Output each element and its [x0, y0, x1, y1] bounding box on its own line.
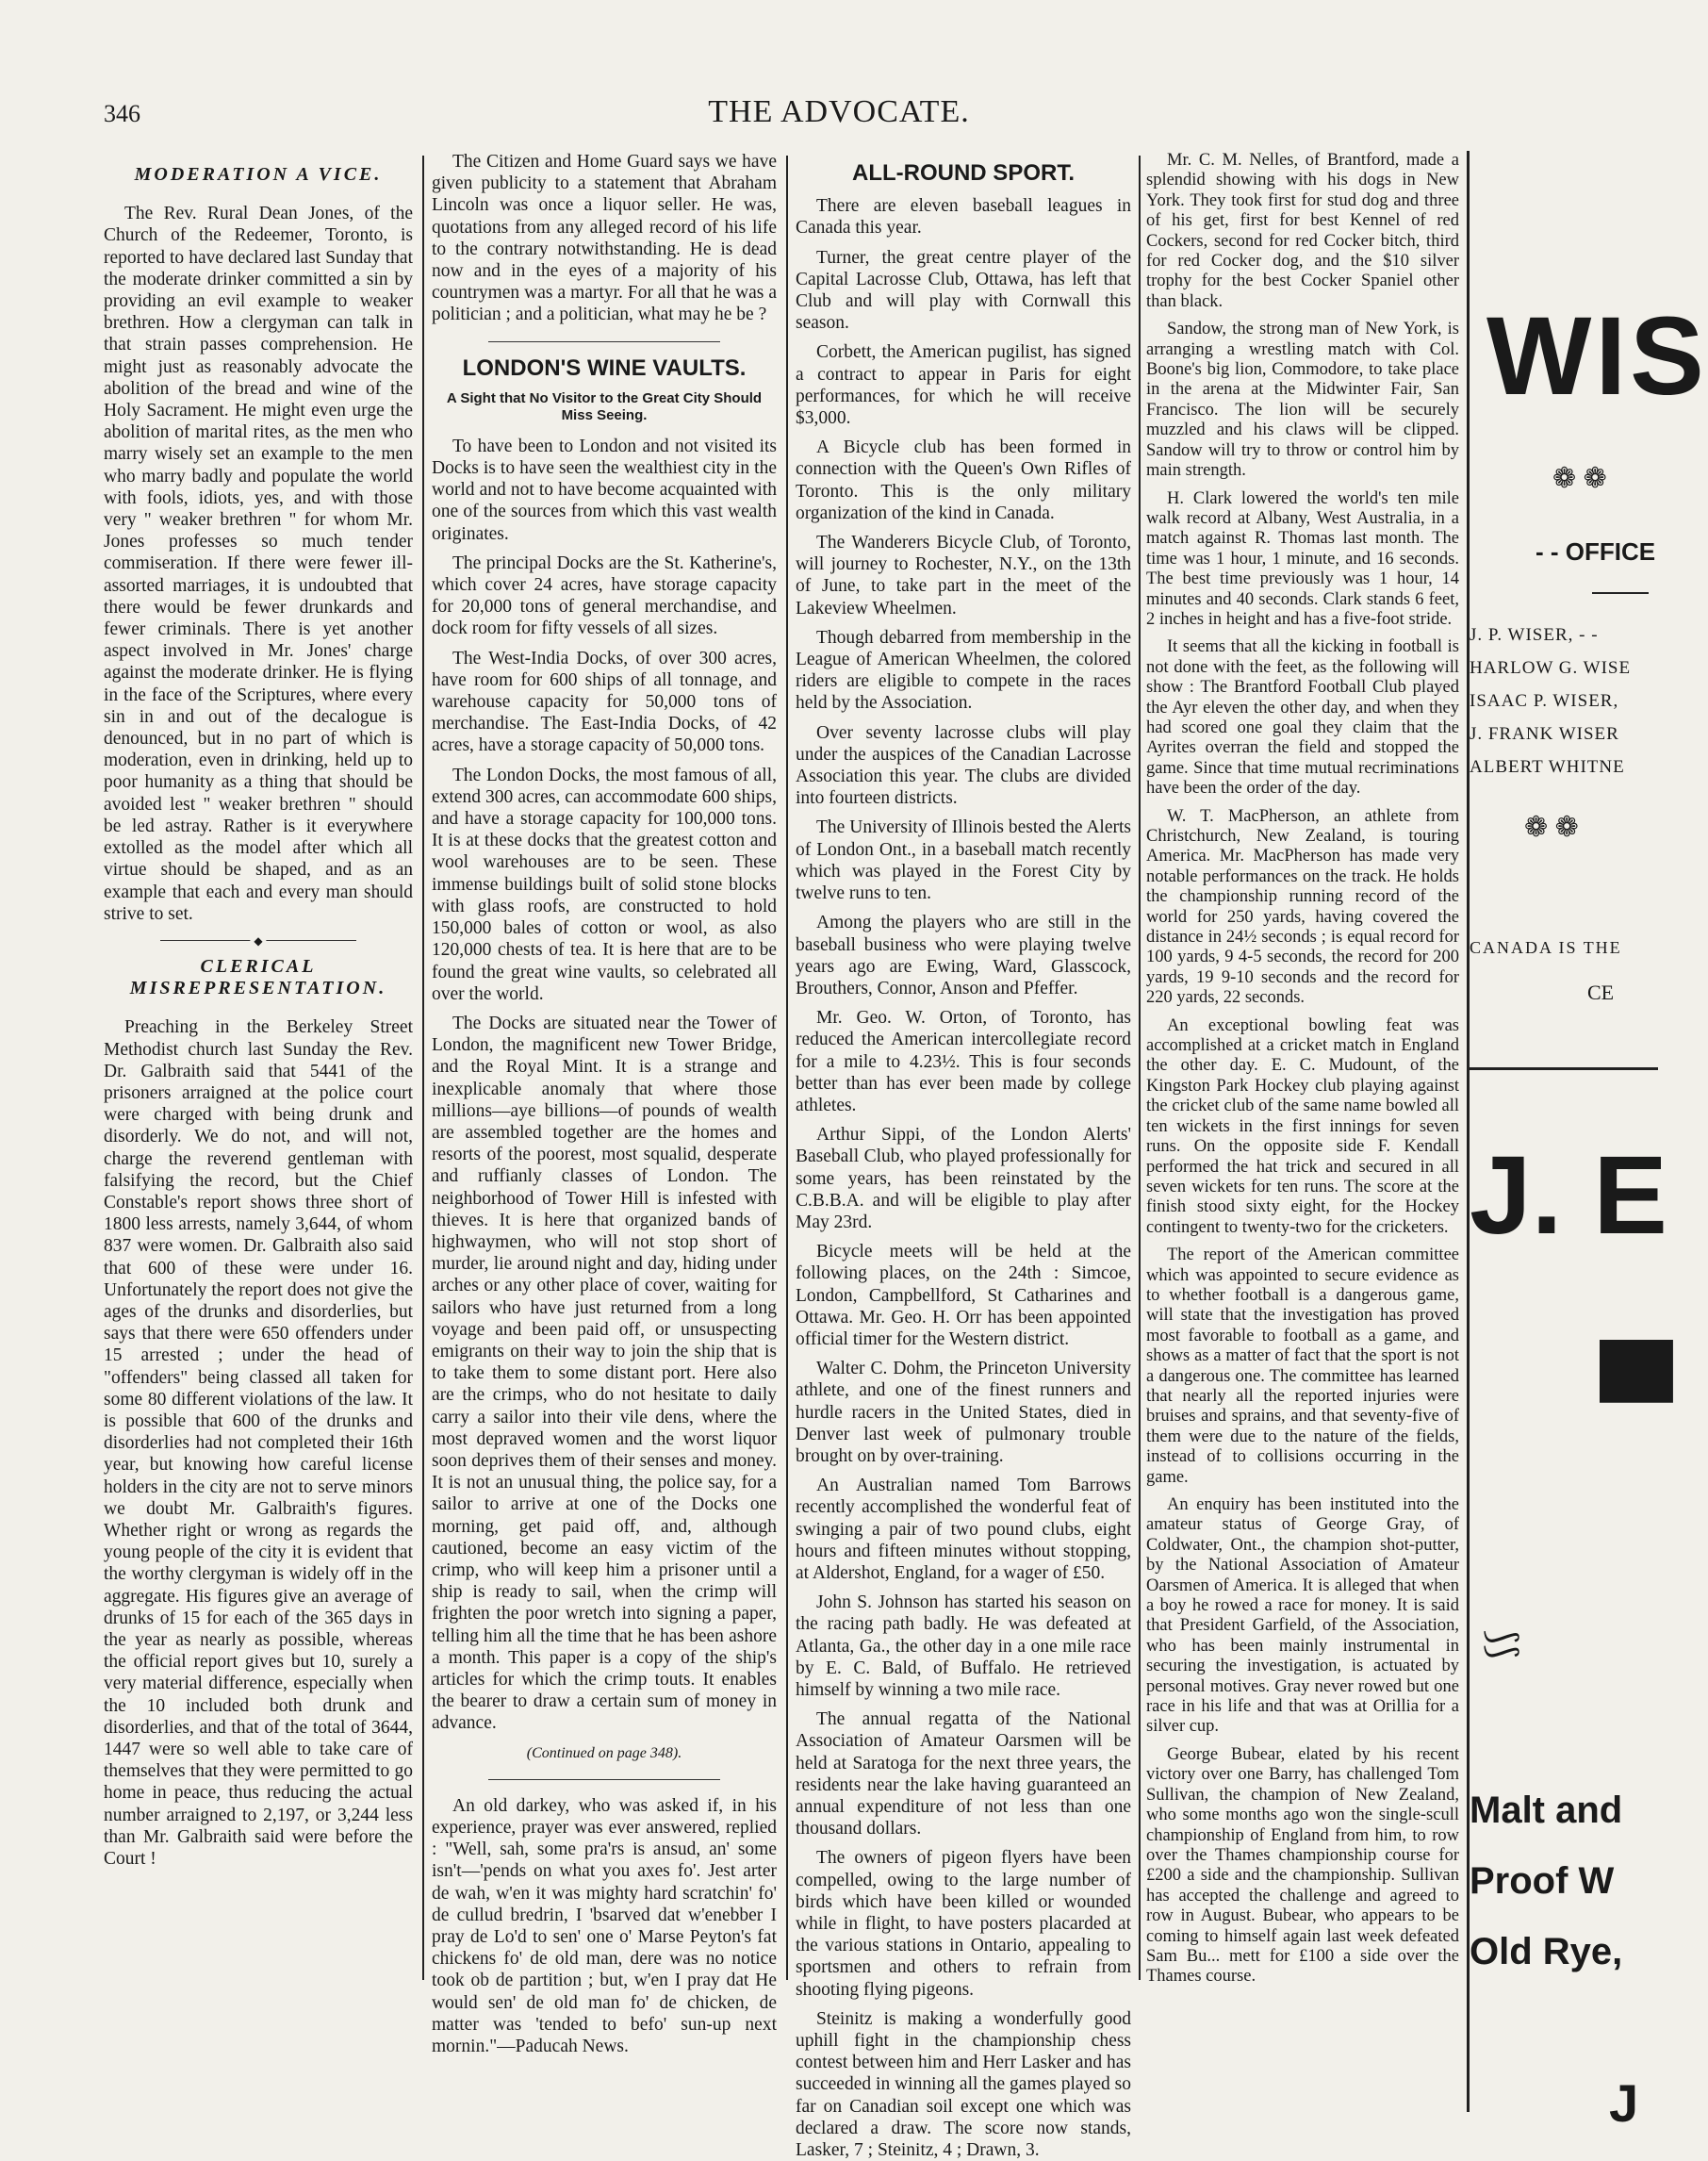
article-paragraph: To have been to London and not visited its Docks is to have seen the wealthiest city in the world and not to have become acquainted with one of the sources from which this vast wealth originates.	[432, 436, 777, 544]
article-separator	[488, 1779, 720, 1780]
ad-name: HARLOW G. WISE	[1470, 658, 1632, 678]
sport-item: The owners of pigeon flyers have been compelled, owing to the large number of birds which have been killed or wounded while in flight, to have posters placarded at the various stations in Ontario, appealing to sportsmen and others to refrain from shooting flying pigeons.	[796, 1848, 1131, 2000]
scroll-ornament-icon: ⟆⟆	[1482, 1628, 1525, 1659]
advertisement	[1467, 151, 1708, 2133]
article-paragraph: The London Docks, the most famous of all, extend 300 acres, can accommodate 600 ships, and have a storage capacity for 100,000 tons. It is at these docks that the greatest cotton and wool warehouses are to be seen. These immense buildings built of solid stone blocks with glass roofs, are constructed to hold 150,000 bales of cotton or wool, as also 120,000 chests of tea. It is here that are to be found the great wine vaults, so celebrated all over the world.	[432, 765, 777, 1004]
sport-item: Sandow, the strong man of New York, is arranging a wrestling match with Col. Boone's big lion, Commodore, to take place in the arena at the Midwinter Fair, San Francisco. The lion will be securely muzzled and his claws will be clipped. Sandow will try to throw or control him by main strength.	[1146, 320, 1459, 481]
sport-item: The report of the American committee which was appointed to secure evidence as to whether football is a dangerous game, will state that the investigation has proved most favorable to football as a game, and shows as a matter of fact that the sport is not a dangerous one. The committee has learned that nearly all the reported injuries were bruises and sprains, and that seventy-five of them were due to the nature of the fields, instead of to collisions occurring in the game.	[1146, 1245, 1459, 1487]
sport-item: Corbett, the American pugilist, has signed a contract to appear in Paris for eight performances, for which he will receive $3,000.	[796, 342, 1131, 429]
sport-item: George Bubear, elated by his recent victory over one Barry, has challenged Tom Sullivan, the champion of New Zealand, who some months ago won the single-scull championship of England from him, to row over the Thames championship course for £200 a side and the championship. Sullivan has accepted the challenge and agreed to row in August. Bubear, who appears to be coming to himself again last week defeated Sam Bu... mett for £100 a side over the Thames course.	[1146, 1744, 1459, 1987]
ad-canada-line: CANADA IS THE	[1470, 938, 1622, 957]
column-rule	[1139, 156, 1141, 1980]
column-3	[796, 151, 1131, 2161]
page-number: 346	[104, 100, 140, 127]
ad-product: Proof W	[1470, 1860, 1615, 1902]
ad-name: J. P. WISER, - -	[1470, 625, 1599, 645]
sport-item: There are eleven baseball leagues in Canada this year.	[796, 196, 1131, 239]
sport-item: Steinitz is making a wonderfully good uphill fight in the championship chess contest between him and Herr Lasker and has succeeded in winning all the games played so far on Canadian soil except one which was declared a draw. The score now stands, Lasker, 7 ; Steinitz, 4 ; Drawn, 3.	[796, 2008, 1131, 2161]
ad-name: ISAAC P. WISER,	[1470, 691, 1619, 711]
sport-item: John S. Johnson has started his season on the racing path badly. He was defeated at Atlanta, Ga., the other day in a one mile race by E. C. Bald, of Buffalo. He retrieved himself by winning a two mile race.	[796, 1592, 1131, 1700]
sport-item: The annual regatta of the National Association of Amateur Oarsmen will be held at Saratoga for the next three years, the residents near the lake having guaranteed an annual expenditure of not less than one thousand dollars.	[796, 1709, 1131, 1839]
article-paragraph: The West-India Docks, of over 300 acres, have room for 600 ships of all tonnage, and warehouse capacity for 50,000 tons of merchandise. The East-India Docks, of 42 acres, have a storage capacity of 50,000 tons.	[432, 648, 777, 756]
sport-item: H. Clark lowered the world's ten mile walk record at Albany, West Australia, in a match against R. Thomas last month. The time was 1 hour, 1 minute, and 16 seconds. The best time previously was 1 hour, 14 minutes and 40 seconds. Clark stands 6 feet, 2 inches in height and has a five-foot stride.	[1146, 488, 1459, 629]
article-title-moderation: MODERATION A VICE.	[134, 164, 383, 185]
ad-product: Old Rye,	[1470, 1931, 1623, 1972]
page-header	[104, 94, 1574, 136]
ad-tail-letter: ▀	[1600, 1341, 1673, 1457]
sport-item: The University of Illinois bested the Alerts of London Ont., in a baseball match recently which was played in the Forest City by twelve runs to ten.	[796, 817, 1131, 904]
sport-item: An Australian named Tom Barrows recently accomplished the wonderful feat of swinging a pair of two pound clubs, eight hours and fifteen minutes without stopping, at Aldershot, England, for a wager of £50.	[796, 1476, 1131, 1583]
sport-item: Over seventy lacrosse clubs will play under the auspices of the Canadian Lacrosse Association this year. The clubs are divided into fourteen districts.	[796, 722, 1131, 809]
sport-item: A Bicycle club has been formed in connection with the Queen's Own Rifles of Toronto. This is the only military organization of the kind in Canada.	[796, 437, 1131, 523]
article-body-clerical: Preaching in the Berkeley Street Methodist church last Sunday the Rev. Dr. Galbraith said that 5441 of the prisoners arraigned at the police court were charged with being drunk and disorderly. We do not, and will not, charge the reverend gentleman with falsifying the record, but the Chief Constable's report shows three short of 1800 less arrests, namely 3,644, of whom 837 were women. Dr. Galbraith also said that 600 of these were under 16. Unfortunately the report does not give the ages of the drunks and disorderlies, but says that there were 650 offenders under 15 arrested ; under the head of "offenders" being classed all taken for some 80 different violations of the law. It is possible that 600 of the drunks and disorderlies had not completed their 16th year, but knowing how careful license holders in the city are not to serve minors we doubt Mr. Galbraith's figures. Whether right or wrong as regards the young people of the city it is evident that the worthy clergyman is widely off in the aggregate. His figures give an average of drunks of 15 for each of the 365 days in the year as nearly as possible, whereas the official report gives but 10, surely a very material difference, especially when the 10 included both drunk and disorderlies, and that of the total of 3644, 1447 were so well able to take care of themselves that they were permitted to go home in peace, thus reducing the actual number arraigned to 2,197, or 3,244 less than Mr. Galbraith said were before the Court !	[104, 1017, 413, 1870]
sport-item: An enquiry has been instituted into the amateur status of George Gray, of Coldwater, Ont., the champion shot-putter, by the National Association of Amateur Oarsmen of America. It is alleged that when a boy he rowed a race for money. It is said that President Garfield, of the Association, who has been mainly instrumental in securing the investigation, is actuated by personal motives. Gray never rowed but one race in his life and that was at Orillia for a silver cup.	[1146, 1495, 1459, 1737]
ad-office-line: - - OFFICE	[1536, 537, 1656, 566]
anecdote-paragraph: An old darkey, who was asked if, in his experience, prayer was ever answered, replied : "Well, sah, some pra'rs is ansud, an' some isn't—'pends on what you axes fo'. Jest arter de wah, w'en it was mighty hard scratchin' fo' de cullud bredrin, I 'bsarved dat w'enebber I pray de Lo'd to sen' one o' Marse Peyton's fat chickens fo' de old man, dere was no notice took ob de partition ; but, w'en I pray dat He would sen' de old man fo' de chicken, de matter was 'tended to befo' sun-up next mornin."—Paducah News.	[432, 1795, 777, 2057]
ad-ce-line: CE	[1587, 981, 1615, 1004]
article-title-clerical: CLERICAL MISREPRESENTATION.	[129, 955, 387, 999]
article-title-wine-vaults: LONDON'S WINE VAULTS.	[462, 355, 747, 381]
sport-item: Bicycle meets will be held at the following places, on the 24th : Simcoe, London, Campbellford, St Catharines and Ottawa. Mr. Geo. H. Orr has been appointed official timer for the Western district.	[796, 1242, 1131, 1349]
sport-item: Mr. Geo. W. Orton, of Toronto, has reduced the American intercollegiate record for a mile to 4.23½. This is four seconds better than has ever been made by college athletes.	[796, 1008, 1131, 1115]
ad-divider	[1470, 1067, 1658, 1070]
sport-item: It seems that all the kicking in football is not done with the feet, as the following will show : The Brantford Football Club played the Ayr eleven the other day, and when they had scored one goal they claim that the Ayrites overran the field and stopped the game. Since that time mutual recriminations have been the order of the day.	[1146, 637, 1459, 799]
ad-bottom-letter: J	[1609, 2073, 1639, 2133]
sport-item: Though debarred from membership in the League of American Wheelmen, the colored riders are eligible to compete in the races held by the Association.	[796, 627, 1131, 714]
sport-item: W. T. MacPherson, an athlete from Christchurch, New Zealand, is touring America. Mr. MacPherson has made very notable performances on the track. He holds the championship running record of the world for 250 yards, having covered the distance in 24½ seconds ; is equal record for 100 yards, 9 4-5 seconds, the record for 200 yards, 19 9-10 seconds and the record for 220 yards, 22 seconds.	[1146, 806, 1459, 1008]
ad-big-letters: J. E	[1470, 1133, 1667, 1258]
article-paragraph: The Docks are situated near the Tower of London, the magnificent new Tower Bridge, and the Royal Mint. It is a strange and inexplicable anomaly that where those millions—aye billions—of pounds of wealth are assembled together are the homes and resorts of the poorest, most squalid, desperate and ruffianly classes of London. The neighborhood of Tower Hill is infested with thieves. It is here that organized bands of highwaymen, who will not stop short of murder, lie around night and day, hiding under arches or any other place of cover, waiting for sailors who have just returned from a long voyage and been paid off, or unsuspecting emigrants on their way to join the ship that is to take them to some distant port. Here also are the crimps, who do not hesitate to daily carry a sailor into their vile dens, where the most depraved women and the worst liquor soon deprives them of their senses and money. It is not an unusual thing, the police say, for a sailor to arrive at one of the Docks one morning, get paid off, and, although cautioned, become an easy victim of the crimp, who will keep him a prisoner until a ship is ready to sail, when the crimp will frighten the poor wretch into signing a paper, telling him all the time that he has been ashore a month. This paper is a copy of the ship's articles for which the crimp touts. It enables the bearer to draw a certain sum of money in advance.	[432, 1013, 777, 1734]
column-2	[432, 151, 777, 2057]
masthead-title: THE ADVOCATE.	[708, 94, 970, 129]
sport-item: Turner, the great centre player of the Capital Lacrosse Club, Ottawa, has left that Club and will play with Cornwall this season.	[796, 247, 1131, 334]
ad-name: J. FRANK WISER	[1470, 724, 1619, 744]
sport-item: Mr. C. M. Nelles, of Brantford, made a splendid showing with his dogs in New York. They took first for stud dog and three of his get, first for best Kennel of red Cockers, second for red Cocker bitch, third for red Cocker dog, and the $10 silver trophy for the best Cocker Spaniel other than black.	[1146, 151, 1459, 311]
column-4	[1146, 151, 1459, 1987]
intro-paragraph: The Citizen and Home Guard says we have given publicity to a statement that Abraham Lincoln was once a liquor seller. He was, quotations from any alleged record of his life to the contrary notwithstanding. He is dead now and in the eyes of a majority of his countrymen was a martyr. For all that he was a politician ; and a politician, what may he be ?	[432, 152, 777, 325]
article-paragraph: The principal Docks are the St. Katherine's, which cover 24 acres, have storage capacity for 20,000 tons of general merchandise, and dock room for fifty vessels of all sizes.	[432, 553, 777, 639]
article-subtitle: A Sight that No Visitor to the Great City Should Miss Seeing.	[446, 389, 763, 423]
column-rule	[422, 156, 424, 1980]
column-rule	[786, 156, 788, 1980]
sport-item: Among the players who are still in the baseball business who were playing twelve years ago are Ewing, Ward, Glasscock, Brouthers, Connor, Anson and Pfeffer.	[796, 913, 1131, 998]
ad-name: ALBERT WHITNE	[1470, 757, 1625, 777]
flower-ornament-icon: ❁ ❁	[1524, 812, 1579, 843]
article-body-moderation: The Rev. Rural Dean Jones, of the Church of the Redeemer, Toronto, is reported to have declared last Sunday that the moderate drinker committed a sin by providing an evil example to weaker brethren. How a clergyman can talk in that strain passes comprehension. He might just as reasonably advocate the abolition of the bread and wine of the Holy Sacrament. He might even urge the abolition of marital rites, as the men who marry wisely set an example to the men who marry badly and populate the world with fools, idiots, yes, and with those very " weaker brethren " for whom Mr. Jones professes so much tender commiseration. If there were fewer ill-assorted marriages, it is undoubted that there would be fewer drunkards and fewer criminals. There is yet another aspect involved in Mr. Jones' charge against the moderate drinker. He is flying in the face of the Scriptures, where every sin in and out of the decalogue is denounced, but in no part of which is moderation, even in drinking, held up to poor humanity as a thing that should be avoided lest " weaker brethren " should be led astray. Rather is it everywhere extolled as the model after which all virtue should be shaped, and as an example that each and every man should strive to set.	[104, 204, 413, 924]
column-1	[104, 151, 413, 1980]
article-title-sport: ALL-ROUND SPORT.	[852, 160, 1075, 186]
continued-note: (Continued on page 348).	[526, 1744, 682, 1761]
sport-item: Walter C. Dohm, the Princeton University athlete, and one of the finest runners and hurdle racers in the United States, died in Denver last week of pulmonary trouble brought on by over-training.	[796, 1359, 1131, 1466]
flower-ornament-icon: ❁ ❁	[1552, 463, 1607, 494]
sport-item: Arthur Sippi, of the London Alerts' Baseball Club, who played professionally for some years, has been reinstated by the C.B.B.A. and will be eligible to play after May 23rd.	[796, 1125, 1131, 1232]
ad-headline: WIS	[1486, 294, 1708, 419]
sport-item: An exceptional bowling feat was accomplished at a cricket match in England the other day. E. C. Mudount, of the Kingston Park Hockey club playing against the cricket club of the same name bowled all ten wickets in the first innings for seven runs. On the opposite side F. Kendall performed the hat trick and secured in all seven wickets for ten runs. The score at the finish stood sixty eight, for the Hockey contingent to twenty-two for the cricketers.	[1146, 1015, 1459, 1237]
article-separator	[160, 940, 356, 941]
sport-item: The Wanderers Bicycle Club, of Toronto, will journey to Rochester, N.Y., on the 13th of June, to take part in the meet of the Lakeview Wheelmen.	[796, 533, 1131, 619]
ad-divider	[1592, 592, 1649, 594]
article-separator	[488, 341, 720, 342]
ad-product: Malt and	[1470, 1790, 1623, 1831]
